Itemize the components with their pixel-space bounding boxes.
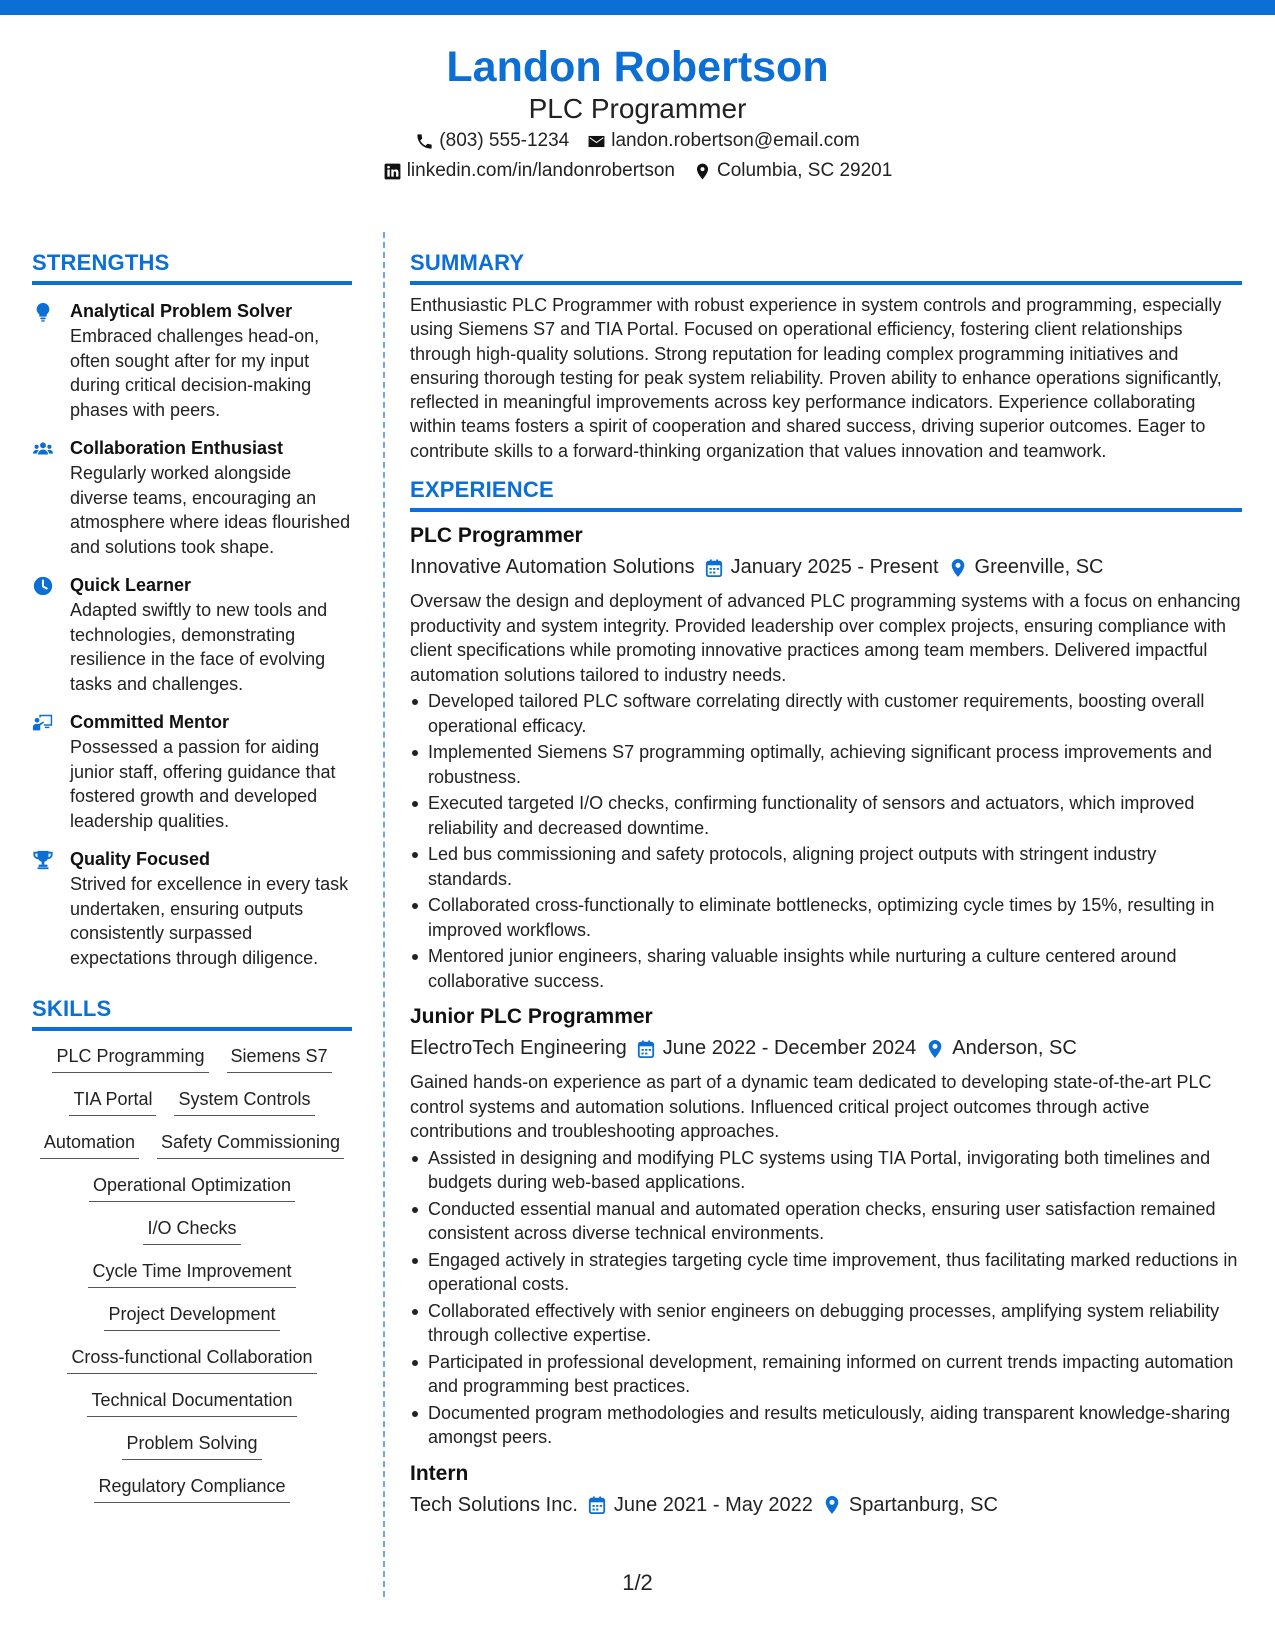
map-marker-icon bbox=[693, 162, 712, 181]
contact-row-2 bbox=[0, 156, 1275, 186]
job-meta bbox=[410, 552, 1242, 583]
strength-title: Analytical Problem Solver bbox=[70, 301, 293, 321]
strength-title: Committed Mentor bbox=[70, 712, 229, 732]
location-contact bbox=[693, 156, 892, 186]
experience-heading: EXPERIENCE bbox=[410, 477, 1242, 512]
job-bullet: Collaborated effectively with senior engineers on debugging processes, amplifying system reliability through collective expertise. bbox=[410, 1299, 1242, 1348]
job-bullet: Led bus commissioning and safety protocols, aligning project outputs with stringent industry standards. bbox=[410, 842, 1242, 891]
map-marker-icon bbox=[823, 1495, 841, 1515]
skill-tag: Project Development bbox=[104, 1301, 279, 1331]
skills-heading: SKILLS bbox=[32, 996, 352, 1031]
strength-desc: Embraced challenges head-on, often sought after for my input during critical decision-making phases with peers. bbox=[70, 326, 320, 420]
summary-text: Enthusiastic PLC Programmer with robust experience in system controls and programming, especially using Siemens S7 and TIA Portal. Focused on operational efficiency, fostering client relationships through high-quality solutions. Strong reputation for leading complex programming initiatives and ensuring thorough testing for peak system reliability. Proven ability to enhance operations significantly, reflected in meaningful improvements across key performance indicators. Experience collaborating within teams fosters a spirit of cooperation and shared success, driving superior outcomes. Eager to contribute skills to a forward-thinking organization that values innovation and teamwork. bbox=[410, 295, 1222, 461]
page-number: 1/2 bbox=[622, 1570, 653, 1595]
strength-item bbox=[32, 847, 352, 970]
phone-contact bbox=[415, 126, 569, 156]
job-entry bbox=[410, 1460, 1242, 1521]
right-column bbox=[410, 250, 1242, 1521]
top-accent-bar bbox=[0, 0, 1275, 15]
skill-tag: Siemens S7 bbox=[227, 1043, 332, 1073]
strength-desc: Possessed a passion for aiding junior staff, offering guidance that fostered growth and developed leadership qualities. bbox=[70, 737, 336, 831]
job-location bbox=[949, 552, 1104, 583]
email-contact[interactable] bbox=[587, 126, 859, 156]
job-bullet: Documented program methodologies and results meticulously, aiding transparent knowledge-sharing amongst peers. bbox=[410, 1401, 1242, 1450]
job-bullet: Collaborated cross-functionally to eliminate bottlenecks, optimizing cycle times by 15%, resulting in improved workflows. bbox=[410, 893, 1242, 942]
job-dates-text: January 2025 - Present bbox=[730, 556, 939, 579]
resume-header bbox=[0, 40, 1275, 186]
company-name: ElectroTech Engineering bbox=[410, 1037, 627, 1060]
strength-title: Collaboration Enthusiast bbox=[70, 438, 284, 458]
job-bullet: Mentored junior engineers, sharing valuable insights while nurturing a culture centered around collaborative success. bbox=[410, 944, 1242, 993]
strength-desc: Regularly worked alongside diverse teams, encouraging an atmosphere where ideas flourished and solutions took shape. bbox=[70, 463, 351, 557]
skills-list bbox=[32, 1043, 352, 1503]
strength-title: Quality Focused bbox=[70, 849, 211, 869]
job-bullets bbox=[410, 1146, 1242, 1450]
job-entry bbox=[410, 522, 1242, 993]
strength-desc: Strived for excellence in every task undertaken, ensuring outputs consistently surpassed expectations through diligence. bbox=[70, 874, 349, 968]
users-icon bbox=[32, 438, 54, 460]
contact-row-1 bbox=[0, 126, 1275, 156]
strength-item bbox=[32, 710, 352, 833]
skill-tag: TIA Portal bbox=[69, 1086, 156, 1116]
job-location bbox=[926, 1033, 1077, 1064]
job-title: PLC Programmer bbox=[410, 524, 583, 548]
location-text: Columbia, SC 29201 bbox=[716, 160, 893, 181]
company-name: Tech Solutions Inc. bbox=[410, 1493, 578, 1516]
job-dates bbox=[705, 552, 939, 583]
job-bullet: Participated in professional development, remaining informed on current trends impacting automation and programming best practices. bbox=[410, 1350, 1242, 1399]
strengths-heading: STRENGTHS bbox=[32, 250, 352, 285]
job-dates-text: June 2021 - May 2022 bbox=[613, 1493, 813, 1516]
candidate-role: PLC Programmer bbox=[528, 93, 747, 124]
calendar-icon bbox=[588, 1495, 606, 1515]
email-text: landon.robertson@email.com bbox=[611, 130, 860, 151]
job-location-text: Anderson, SC bbox=[952, 1037, 1077, 1060]
job-dates bbox=[637, 1033, 917, 1064]
skill-tag: Problem Solving bbox=[122, 1430, 261, 1460]
skill-tag: Cycle Time Improvement bbox=[88, 1258, 295, 1288]
job-dates bbox=[588, 1490, 813, 1521]
calendar-icon bbox=[705, 558, 723, 578]
job-location bbox=[823, 1490, 998, 1521]
lightbulb-icon bbox=[32, 301, 54, 323]
linkedin-icon bbox=[383, 162, 402, 181]
strength-item bbox=[32, 436, 352, 559]
skill-tag: Operational Optimization bbox=[89, 1172, 295, 1202]
job-title: Junior PLC Programmer bbox=[410, 1005, 653, 1029]
map-marker-icon bbox=[949, 558, 967, 578]
job-meta bbox=[410, 1490, 1242, 1521]
job-bullet: Assisted in designing and modifying PLC systems using TIA Portal, invigorating both timelines and budgets during web-based applications. bbox=[410, 1146, 1242, 1195]
left-column bbox=[32, 250, 352, 1503]
job-bullet: Executed targeted I/O checks, confirming functionality of sensors and actuators, which improved reliability and decreased downtime. bbox=[410, 791, 1242, 840]
job-bullet: Engaged actively in strategies targeting cycle time improvement, thus facilitating marked reductions in operational costs. bbox=[410, 1248, 1242, 1297]
job-location-text: Greenville, SC bbox=[974, 556, 1104, 579]
skill-tag: I/O Checks bbox=[143, 1215, 240, 1245]
skill-tag: Regulatory Compliance bbox=[94, 1473, 289, 1503]
phone-text: (803) 555-1234 bbox=[439, 130, 570, 151]
job-bullet: Implemented Siemens S7 programming optimally, achieving significant process improvements and robustness. bbox=[410, 740, 1242, 789]
trophy-icon bbox=[32, 849, 54, 871]
map-marker-icon bbox=[926, 1039, 944, 1059]
strength-item bbox=[32, 299, 352, 422]
job-entry bbox=[410, 1003, 1242, 1450]
column-divider bbox=[383, 232, 385, 1597]
linkedin-contact[interactable] bbox=[383, 156, 675, 186]
skill-tag: Safety Commissioning bbox=[157, 1129, 344, 1159]
skill-tag: System Controls bbox=[174, 1086, 314, 1116]
job-bullet: Developed tailored PLC software correlating directly with customer requirements, boosting overall operational efficacy. bbox=[410, 689, 1242, 738]
job-dates-text: June 2022 - December 2024 bbox=[662, 1037, 917, 1060]
calendar-icon bbox=[637, 1039, 655, 1059]
strength-desc: Adapted swiftly to new tools and technologies, demonstrating resilience in the face of evolving tasks and challenges. bbox=[70, 600, 328, 694]
job-title: Intern bbox=[410, 1461, 469, 1485]
summary-heading: SUMMARY bbox=[410, 250, 1242, 285]
job-meta bbox=[410, 1033, 1242, 1064]
linkedin-text: linkedin.com/in/landonrobertson bbox=[406, 160, 675, 181]
candidate-name: Landon Robertson bbox=[446, 43, 829, 91]
clock-icon bbox=[32, 575, 54, 597]
envelope-icon bbox=[587, 132, 606, 151]
job-bullet: Conducted essential manual and automated operation checks, ensuring user satisfaction remained consistent across diverse technical environments. bbox=[410, 1197, 1242, 1246]
skill-tag: Automation bbox=[40, 1129, 139, 1159]
skill-tag: PLC Programming bbox=[52, 1043, 208, 1073]
strengths-list bbox=[32, 299, 352, 970]
strength-title: Quick Learner bbox=[70, 575, 192, 595]
job-bullets bbox=[410, 689, 1242, 993]
job-description: Oversaw the design and deployment of advanced PLC programming systems with a focus on enhancing productivity and system integrity. Provided leadership over complex projects, ensuring compliance with client specifications while promoting innovative practices among team members. Delivered impactful automation solutions tailored to industry needs. bbox=[410, 591, 1241, 685]
company-name: Innovative Automation Solutions bbox=[410, 556, 695, 579]
skill-tag: Cross-functional Collaboration bbox=[67, 1344, 316, 1374]
strength-item bbox=[32, 573, 352, 696]
phone-icon bbox=[415, 132, 434, 151]
job-location-text: Spartanburg, SC bbox=[848, 1493, 998, 1516]
skill-tag: Technical Documentation bbox=[87, 1387, 296, 1417]
chalkboard-teacher-icon bbox=[32, 712, 54, 734]
job-description: Gained hands-on experience as part of a dynamic team dedicated to developing state-of-the-art PLC control systems and automation solutions. Influenced critical project outcomes through active contributions and troubleshooting approaches. bbox=[410, 1072, 1212, 1142]
